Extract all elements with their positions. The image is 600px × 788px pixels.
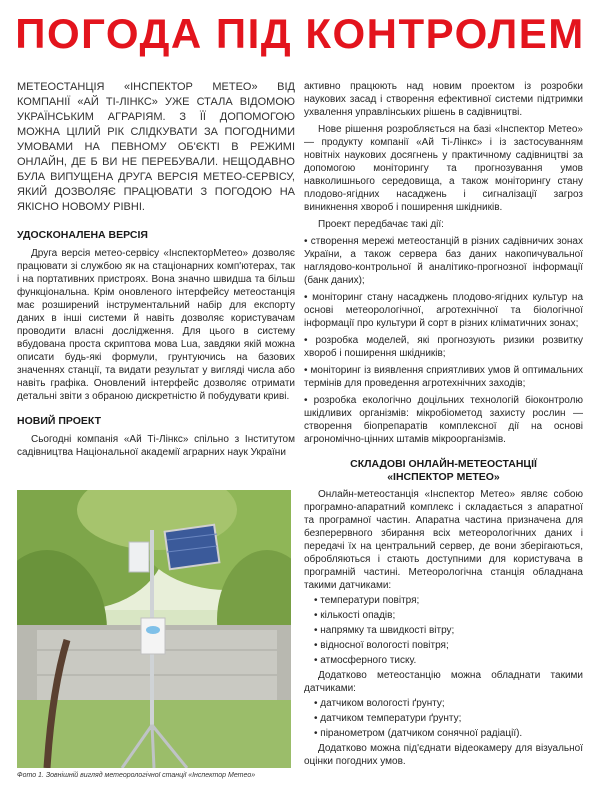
right-paragraph-4: Онлайн-метеостанція «Інспектор Метео» являє собою програмно-апаратний комплекс і складається з апаратної та програмної частин. Апаратна частина призначена для безперервного збирання всіх метеорологічних даних і передачі їх на центральний сервер, де вони зберігаються, обробляються і стають доступними для користувача в програмній частині. Метеорологічна станція обладнана такими датчиками:: [304, 489, 583, 591]
section-text-improved: Друга версія метео-сервісу «ІнспекторМетео» дозволяє працювати зі службою як на стаціонарних комп'ютерах, так і на портативних пристроях. Вона значно швидша та більш функціональна. Крім оновленого інтерфейсу метеостанція має розширений інструментальний набір для експорту даних в інші системи й навіть дозволяє користувачам проводити власні дослідження. Для цього в систему вбудована проста скриптова мова Lua, завдяки якій можна описати будь-які формули, грунтуючись на базових значеннях станції, та видати результат у вигляді числа або навіть графіка. Оновлений інтерфейс дозволяє отримати детальні звіти з обраною дискретністю й побудувати криві.: [17, 248, 295, 402]
section-heading-components: [304, 458, 583, 484]
right-paragraph-3: Проект передбачає такі дії:: [318, 219, 444, 230]
section-heading-improved: УДОСКОНАЛЕНА ВЕРСІЯ: [17, 229, 148, 241]
list-item: • відносної вологості повітря;: [314, 640, 449, 651]
section-heading-line-2: «ІНСПЕКТОР МЕТЕО»: [387, 471, 500, 483]
section-heading-line-1: СКЛАДОВІ ОНЛАЙН-МЕТЕОСТАНЦІЇ: [350, 458, 537, 470]
list-item: • піранометром (датчиком сонячної радіації).: [314, 728, 523, 739]
weather-station-photo: [17, 490, 291, 768]
right-paragraph-5: Додатково метеостанцію можна обладнати такими датчиками:: [304, 670, 583, 694]
section-text-new-project: Сьогодні компанія «Ай Ті-Лінкс» спільно з Інститутом садівництва Національної академії аграрних наук України: [17, 434, 295, 458]
right-paragraph-2: Нове рішення розробляється на базі «Інспектор Метео» — продукту компанії «Ай Ті-Лінкс» і із застосуванням новітніх наукових досягнень у практичному садівництві за допомогою моніторингу та прогнозування умов навколишнього середовища, а також моніторингу стану плодово-ягідних насаджень і сигналізації загроз виникнення хвороб і поширення шкідників.: [304, 124, 583, 213]
list-item: • напрямку та швидкості вітру;: [314, 625, 455, 636]
list-item: • датчиком температури ґрунту;: [314, 713, 462, 724]
list-item: • розробка екологічно доцільних технологій біоконтролю шкідливих організмів: мікробіометод захисту рослин — створення біопрепаратів комплексної дії на основі агрономічно-цінних штамів мікроорганізмів.: [304, 395, 583, 445]
list-item: • розробка моделей, які прогнозують ризики розвитку хвороб і поширення шкідників;: [304, 335, 583, 359]
list-item: • температури повітря;: [314, 595, 420, 606]
left-column: [17, 80, 295, 459]
right-column: [304, 80, 583, 768]
list-item: • кількості опадів;: [314, 610, 396, 621]
list-item: • датчиком вологості ґрунту;: [314, 698, 445, 709]
section-heading-new-project: НОВИЙ ПРОЕКТ: [17, 415, 102, 427]
photo-caption: Фото 1. Зовнішній вигляд метеорологічної станції «Інспектор Метео»: [17, 772, 256, 779]
lead-paragraph: МЕТЕОСТАНЦІЯ «ІНСПЕКТОР МЕТЕО» ВІД КОМПАНІЇ «АЙ ТІ-ЛІНКС» УЖЕ СТАЛА ВІДОМОЮ УКРАЇНСЬКИМ АГРАРІЯМ. З ЇЇ ДОПОМОГОЮ МОЖНА ЦІЛИЙ РІК СЛІДКУВАТИ ЗА ПОГОДНИМИ УМОВАМИ НА ПЕВНОМУ ОБ'ЄКТІ В РЕЖИМІ ОНЛАЙН, ДЕ Б ВИ НЕ ПЕРЕБУВАЛИ. НЕЩОДАВНО БУЛА ВИПУЩЕНА ДРУГА ВЕРСІЯ МЕТЕО-СЕРВІСУ, ЯКИЙ ДОЗВОЛЯЄ ПРАЦЮВАТИ З ПОГОДОЮ НА ЯКІСНО НОВОМУ РІВНІ.: [17, 81, 295, 213]
page-title: ПОГОДА ПІД КОНТРОЛЕМ: [15, 10, 585, 57]
list-item: • моніторинг із виявлення сприятливих умов й оптимальних термінів для проведення агротехнічних заходів;: [304, 365, 583, 389]
right-paragraph-1: активно працюють над новим проектом із розробки наукових засад і створення ефективної системи підтримки ухвалення управлінських рішень в садівництві.: [304, 81, 583, 118]
list-item: • створення мережі метеостанцій в різних садівничих зонах України, а також сервера баз даних накопичувальної наглядово-контрольної й аналітико-прогнозної інформації (банк даних);: [304, 236, 583, 286]
right-paragraph-6: Додатково можна під'єднати відеокамеру для візуальної оцінки погодних умов.: [304, 743, 583, 767]
list-item: • атмосферного тиску.: [314, 655, 417, 666]
list-item: • моніторинг стану насаджень плодово-ягідних культур на основі метеорологічної, агротехнічної та біологічної інформації про культури й сорт в різних кліматичних зонах;: [304, 292, 583, 329]
